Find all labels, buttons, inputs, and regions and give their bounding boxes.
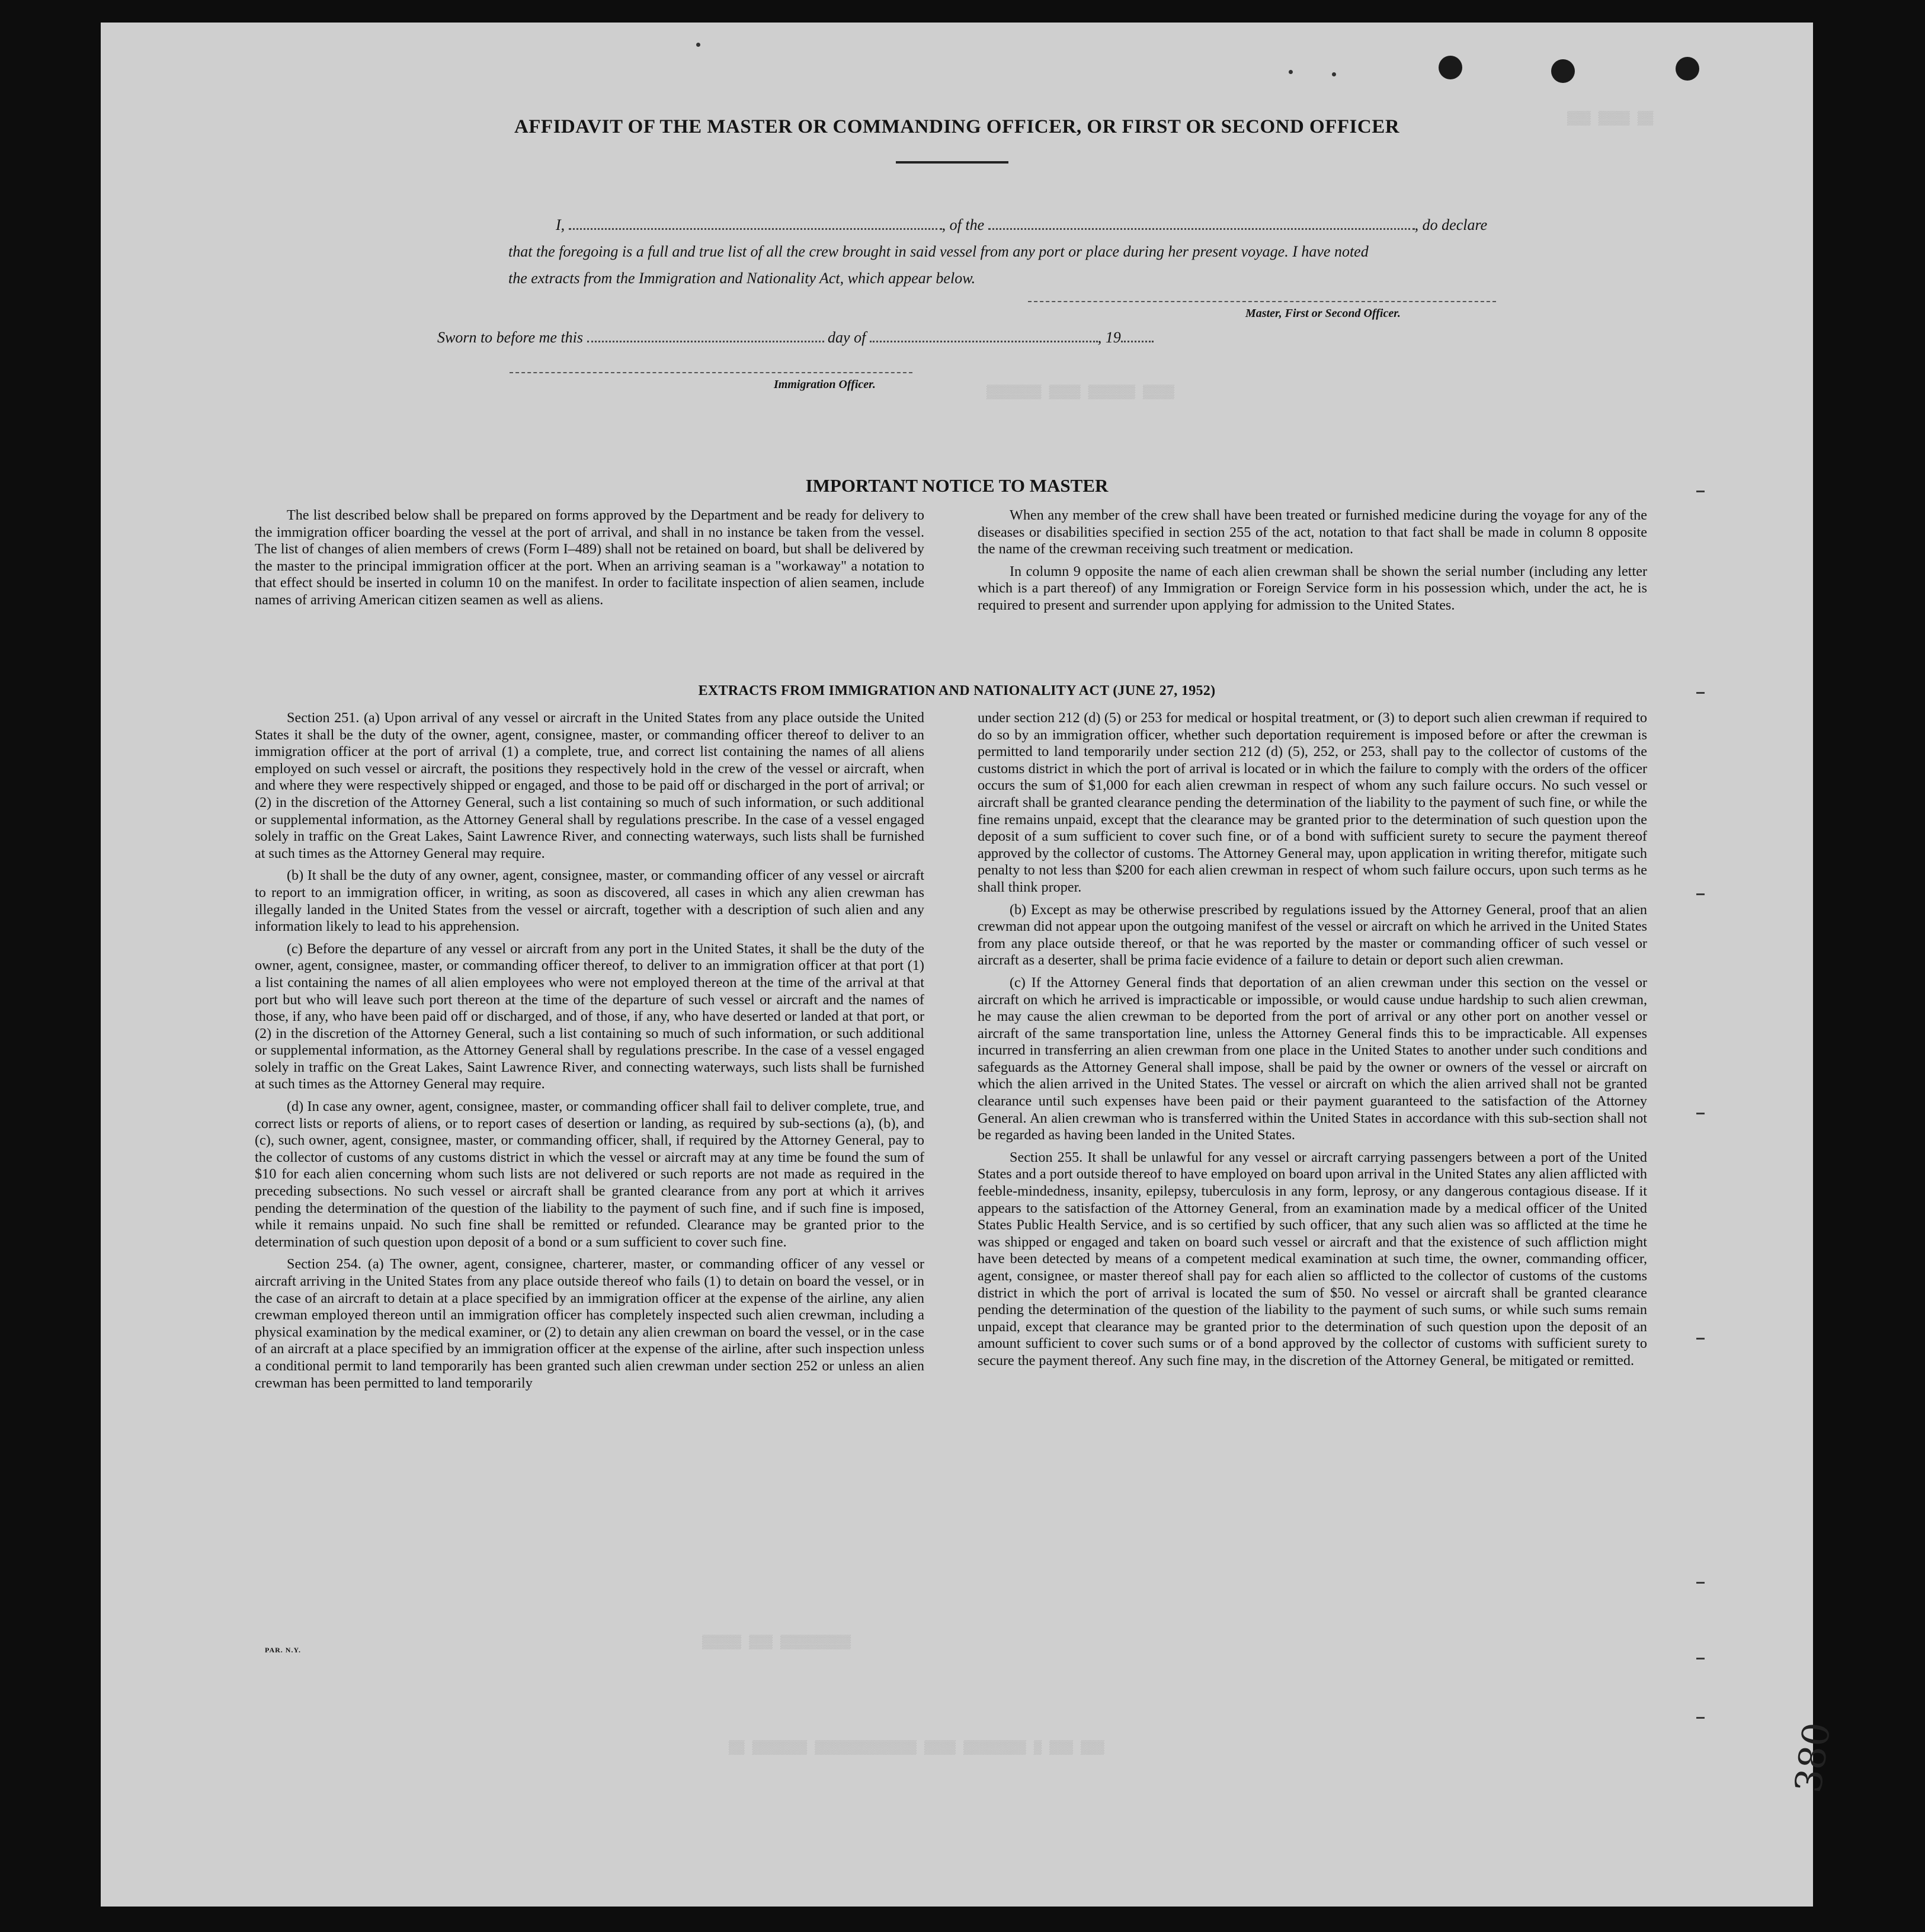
extract-paragraph: Section 251. (a) Upon arrival of any vessel or aircraft in the United States from any place outside the United States it shall be the duty of the owner, agent, consignee, master, or commanding officer thereof to deliver to an immigration officer at the port of arrival (1) a complete, true, and correct list containing the names of all aliens employed on such vessel or aircraft, the positions they respectively hold in the crew of the vessel or aircraft, when and where they were respectively shipped or engaged, and those to be paid off or discharged in the port of arrival; or (2) in the discretion of the Attorney General, such a list containing so much of such information, or such additional or supplemental information, as the Attorney General shall by regulations prescribe. In the case of a vessel engaged solely in traffic on the Great Lakes, Saint Lawrence River, and connecting waterways, such lists shall be furnished at such times as the Attorney General may require.: [255, 710, 924, 861]
extract-paragraph: (c) If the Attorney General finds that deportation of an alien crewman under this section on the vessel or aircraft on which he arrived is impracticable or impossible, or would cause undue hardship to such alien crewman, he may cause the alien crewman to be deported from the port of arrival or any other port on another vessel or aircraft of the same transportation line, unless the Attorney General finds this to be impracticable. All expenses incurred in transferring an alien crewman from one place in the United States to another under such conditions and safeguards as the Attorney General shall impose, shall be paid by the owner or owners of the vessel or aircraft on which the alien arrived in the United States. The vessel or aircraft on which the alien arrived shall not be granted clearance until such expenses have been paid or their payment guaranteed to the satisfaction of the Attorney General. An alien crewman who is transferred within the United States in accordance with this sub-section shall not be regarded as having been landed in the United States.: [978, 974, 1647, 1143]
extracts-left-column: [255, 710, 924, 1397]
extracts-right-column: [978, 710, 1647, 1375]
margin-tick: [1696, 1582, 1705, 1584]
handwritten-page-number: 380: [1786, 1719, 1839, 1796]
affidavit-statement-2: the extracts from the Immigration and Nationality Act, which appear below.: [508, 270, 976, 287]
punch-hole: [1551, 59, 1575, 83]
notice-title: IMPORTANT NOTICE TO MASTER: [805, 475, 1109, 496]
extracts-title: EXTRACTS FROM IMMIGRATION AND NATIONALITY ACT (JUNE 27, 1952): [698, 683, 1216, 699]
margin-tick: [1696, 1338, 1705, 1340]
sworn-day-field: [587, 329, 824, 342]
notice-right-column: [978, 507, 1647, 620]
speck: [696, 43, 700, 47]
margin-tick: [1696, 893, 1705, 895]
speck: [1289, 70, 1293, 74]
speck: [1332, 72, 1336, 76]
notice-paragraph: When any member of the crew shall have been treated or furnished medicine during the voyage for any of the diseases or disabilities specified in section 255 of the act, notation to that fact shall be made in column 8 opposite the name of the crewman receiving such treatment or medication.: [978, 507, 1647, 558]
margin-tick: [1696, 1658, 1705, 1659]
extract-paragraph: (c) Before the departure of any vessel or aircraft from any port in the United States, it shall be the duty of the owner, agent, consignee, master, or commanding officer thereof, to deliver to an immigration officer at that port (1) a list containing the names of all alien employees who were not employed thereon at the time of the arrival at that port but who will leave such port thereon at the time of the departure of such vessel or aircraft and the names of those, if any, who have been paid off or discharged, and of those, if any, who have deserted or landed at that port, or (2) in the discretion of the Attorney General, such a list containing so much of such information, or such additional or supplemental information, as the Attorney General shall by regulations prescribe. In the case of a vessel engaged solely in traffic on the Great Lakes, Saint Lawrence River, and connecting waterways, such lists shall be furnished at such times as the Attorney General may require.: [255, 940, 924, 1092]
master-signature-line: [1028, 301, 1496, 302]
affidavit-i: I,: [556, 216, 565, 233]
extract-paragraph: Section 254. (a) The owner, agent, consignee, charterer, master, or commanding officer of any vessel or aircraft arriving in the United States from any place outside thereof who fails (1) to detain on board the vessel, or in the case of an aircraft to detain at a place specified by an immigration officer at the expense of the airline, any alien crewman employed thereon until an immigration officer has completely inspected such alien crewman, including a physical examination by the medical examiner, or (2) to detain any alien crewman on board the vessel, or in the case of an aircraft at a place specified by an immigration officer at the expense of the airline, after such inspection unless a conditional permit to land temporarily has been granted such alien crewman under section 252 or unless an alien crewman has been permitted to land temporarily: [255, 1256, 924, 1391]
affidavit-of-the: , of the: [941, 216, 985, 233]
sworn-year: , 19: [1097, 329, 1121, 346]
immigration-officer-label: Immigration Officer.: [774, 378, 876, 391]
punch-hole: [1439, 56, 1462, 79]
affidavit-declare: , do declare: [1414, 216, 1488, 233]
bleed-through-text: ▒▒▒▒▒▒▒ ▒▒▒▒ ▒▒▒▒▒▒ ▒▒▒▒: [986, 385, 1174, 400]
bleed-through-text: ▒▒▒▒▒ ▒▒▒ ▒▒▒▒▒▒▒▒▒: [702, 1635, 851, 1650]
vessel-field-line: [988, 216, 1415, 230]
notice-left-column: [255, 507, 924, 614]
title-rule: [896, 161, 1008, 164]
sworn-day-of: day of: [828, 329, 866, 346]
sworn-year-field: [1121, 329, 1154, 342]
sworn-prefix: Sworn to before me this: [437, 329, 584, 346]
extract-paragraph: (b) Except as may be otherwise prescribed by regulations issued by the Attorney General, proof that an alien crewman did not appear upon the outgoing manifest of the vessel or aircraft on which he arrived in the United States from any place outside thereof, or that he was reported by the master or commanding officer of such vessel or aircraft as a deserter, shall be prima facie evidence of a failure to detain or deport such alien crewman.: [978, 901, 1647, 969]
notice-paragraph: The list described below shall be prepared on forms approved by the Department and be ready for delivery to the immigration officer boarding the vessel at the port of arrival, and shall in no instance be taken from the vessel. The list of changes of alien members of crews (Form I–489) shall not be retained on board, but shall be delivered by the master to the principal immigration officer at the port. When an arriving seaman is a "workaway" a notation to that effect should be inserted in column 10 on the manifest. In order to facilitate inspection of alien seamen, include names of arriving American citizen seamen as well as aliens.: [255, 507, 924, 608]
affidavit-statement-1: that the foregoing is a full and true list of all the crew brought in said vessel from any port or place during her present voyage. I have noted: [508, 243, 1369, 260]
extract-paragraph: under section 212 (d) (5) or 253 for medical or hospital treatment, or (3) to deport such alien crewman if required to do so by an immigration officer, whether such deportation requirement is imposed before or after the crewman is permitted to land temporarily under section 212 (d) (5), 252, or 253, shall pay to the collector of customs of the customs district in which the port of arrival is located or in which the failure to comply with the orders of the officer occurs the sum of $1,000 for each alien crewman in respect of whom any such failure occurs. No such vessel or aircraft shall be granted clearance pending the determination of the liability to the payment of such fine, or while the fine remains unpaid, except that the clearance may be granted prior to the determination of such question upon the deposit of a sum sufficient to cover such fine, or of a bond with sufficient surety to secure the payment thereof approved by the collector of customs. The Attorney General may, upon application in writing therefor, mitigate such penalty to not less than $200 for each alien crewman in respect of whom such failure occurs, upon such terms as he shall think proper.: [978, 710, 1647, 895]
extract-paragraph: (d) In case any owner, agent, consignee, master, or commanding officer shall fail to deliver complete, true, and correct lists or reports of aliens, or to report cases of desertion or landing, as required by sub-sections (a), (b), and (c), such owner, agent, consignee, master, or commanding officer, shall, if required by the Attorney General, pay to the collector of customs of any customs district in which the vessel or aircraft may at any time be found the sum of $10 for each alien concerning whom such lists are not delivered or such reports are not made as required in the preceding subsections. No such vessel or aircraft shall be granted clearance from any port at which it arrives pending the determination of the question of the liability to the payment of such fine, and if such fine is imposed, while it remains unpaid. No such fine shall be remitted or refunded. Clearance may be granted prior to the determination of such question upon deposit of a bond or a sum sufficient to cover such fine.: [255, 1098, 924, 1250]
affidavit-title: AFFIDAVIT OF THE MASTER OR COMMANDING OFFICER, OR FIRST OR SECOND OFFICER: [514, 116, 1400, 137]
margin-tick: [1696, 1717, 1705, 1719]
sworn-month-field: [870, 329, 1098, 342]
immigration-officer-signature-line: [510, 372, 912, 373]
master-signature-label: Master, First or Second Officer.: [1245, 307, 1401, 320]
margin-tick: [1696, 1113, 1705, 1114]
name-field-line: [569, 216, 942, 230]
document-page: [101, 23, 1813, 1907]
bleed-through-text: ▒▒ ▒▒▒▒▒▒▒ ▒▒▒▒▒▒▒▒▒▒▒▒▒ ▒▒▒▒ ▒▒▒▒▒▒▒▒ ▒ ▒▒▒ ▒▒▒: [729, 1741, 1104, 1755]
bleed-through-text: ▒▒▒ ▒▒▒▒ ▒▒: [1567, 111, 1654, 126]
form-code: PAR. N.Y.: [265, 1646, 302, 1654]
notice-paragraph: In column 9 opposite the name of each alien crewman shall be shown the serial number (including any letter which is a part thereof) of any Immigration or Foreign Service form in his possession which, under the act, he is required to present and surrender upon applying for admission to the United States.: [978, 563, 1647, 613]
punch-hole: [1676, 57, 1699, 81]
extract-paragraph: Section 255. It shall be unlawful for any vessel or aircraft carrying passengers between a port of the United States and a port outside thereof to have employed on board upon arrival in the United States any alien afflicted with feeble-mindedness, insanity, epilepsy, tuberculosis in any form, leprosy, or any dangerous contagious disease. If it appears to the satisfaction of the Attorney General, from an examination made by a medical officer of the United States Public Health Service, and is so certified by such officer, that any such alien was so afflicted at the time he was shipped or engaged and taken on board such vessel or aircraft and that the existence of such affliction might have been detected by means of a competent medical examination at such time, the owner, commanding officer, agent, consignee, or master thereof shall pay for each alien so afflicted to the collector of customs of the customs district in which the port of arrival is located the sum of $50. No vessel or aircraft shall be granted clearance pending the determination of the question of the liability to the payment of such sums, or while such sums remain unpaid, except that clearance may be granted prior to the determination of such question upon the deposit of an amount sufficient to cover such sums or of a bond approved by the collector of customs with sufficient surety to secure the payment thereof. Any such fine may, in the discretion of the Attorney General, be mitigated or remitted.: [978, 1149, 1647, 1369]
extract-paragraph: (b) It shall be the duty of any owner, agent, consignee, master, or commanding officer of any vessel or aircraft to report to an immigration officer, in writing, as soon as discovered, all cases in which any alien crewman has illegally landed in the United States from the vessel or aircraft, together with a description of such alien and any information likely to lead to his apprehension.: [255, 867, 924, 935]
